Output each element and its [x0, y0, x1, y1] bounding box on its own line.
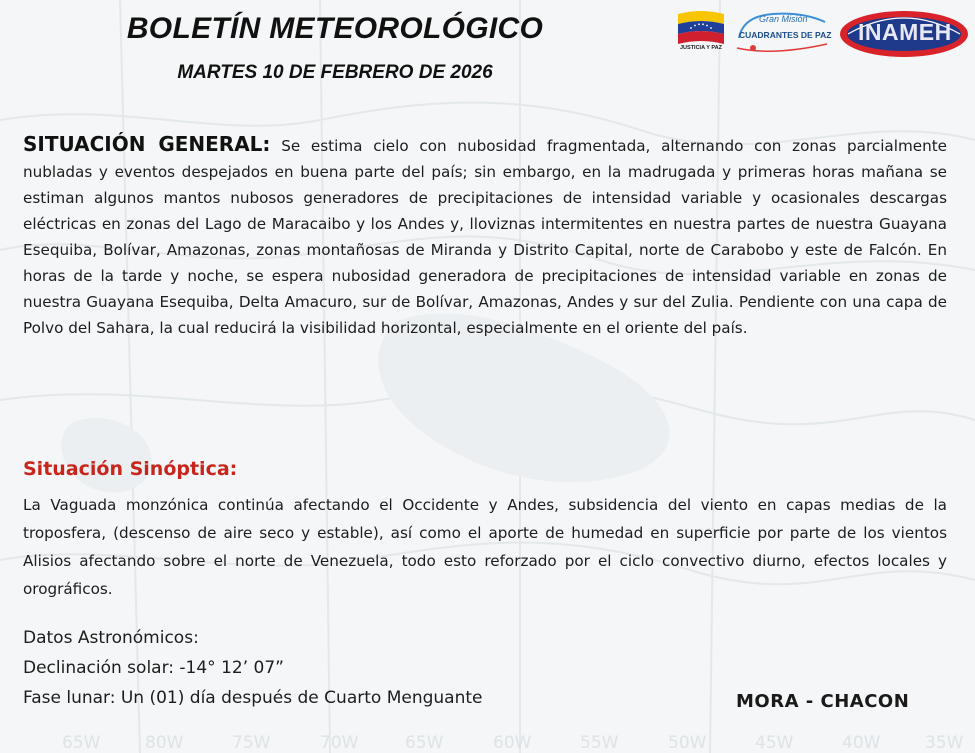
map-label: 55W: [580, 733, 619, 753]
bulletin-date: MARTES 10 DE FEBRERO DE 2026: [177, 62, 493, 83]
map-label: 35W: [925, 733, 964, 753]
map-label: 40W: [842, 733, 881, 753]
datos-astronomicos-heading: Datos Astronómicos:: [23, 628, 199, 648]
situacion-general: [23, 131, 947, 341]
map-label: 70W: [320, 733, 359, 753]
map-label: 60W: [493, 733, 532, 753]
inameh-logo: [836, 8, 972, 60]
declinacion-solar: Declinación solar: -14° 12’ 07”: [23, 658, 284, 678]
cuadrantes-de-paz-logo: [733, 8, 833, 58]
map-label: 45W: [755, 733, 794, 753]
situacion-sinoptica-text: La Vaguada monzónica continúa afectando el Occidente y Andes, subsidencia del viento en capas medias de la troposfera, (descenso de aire seco y estable), así como el aporte de humedad en superficie por parte de los vientos Alisios afectando sobre el norte de Venezuela, todo esto reforzado por el ciclo convectivo diurno, efectos locales y orográficos.: [23, 496, 947, 598]
page-title: BOLETÍN METEOROLÓGICO: [126, 12, 544, 45]
situacion-general-text: Se estima cielo con nubosidad fragmentada, alternando con zonas parcialmente nubladas y eventos despejados en buena parte del país; sin embargo, en la madrugada y primeras horas mañana se estiman algunos mantos nubosos generadores de precipitaciones de intensidad variable y ocasionales descargas eléctricas en zonas del Lago de Maracaibo y los Andes y, lloviznas intermitentes en nuestra partes de nuestra Guayana Esequiba, Bolívar, Amazonas, zonas montañosas de Miranda y Distrito Capital, norte de Carabobo y este de Falcón. En horas de la tarde y noche, se espera nubosidad generadora de precipitaciones de intensidad variable en zonas de nuestra Guayana Esequiba, Delta Amacuro, sur de Bolívar, Amazonas, Andes y sur del Zulia. Pendiente con una capa de Polvo del Sahara, la cual reducirá la visibilidad horizontal, especialmente en el oriente del país.: [23, 137, 948, 337]
map-label: 65W: [62, 733, 101, 753]
flag-caption: JUSTICIA Y PAZ: [680, 45, 722, 51]
author-signature: MORA - CHACON: [736, 691, 910, 712]
fase-lunar: Fase lunar: Un (01) día después de Cuarto Menguante: [23, 688, 483, 708]
inameh-wordmark: INAMEH: [858, 19, 952, 45]
cuadrantes-line1: Gran Misión: [759, 14, 808, 24]
map-label: 75W: [232, 733, 271, 753]
situacion-general-heading: SITUACIÓN GENERAL:: [23, 132, 271, 156]
map-label: 65W: [405, 733, 444, 753]
map-label: 50W: [668, 733, 707, 753]
map-label: 80W: [145, 733, 184, 753]
situacion-sinoptica-heading: Situación Sinóptica:: [23, 458, 238, 480]
cuadrantes-line2: CUADRANTES DE PAZ: [739, 30, 832, 40]
